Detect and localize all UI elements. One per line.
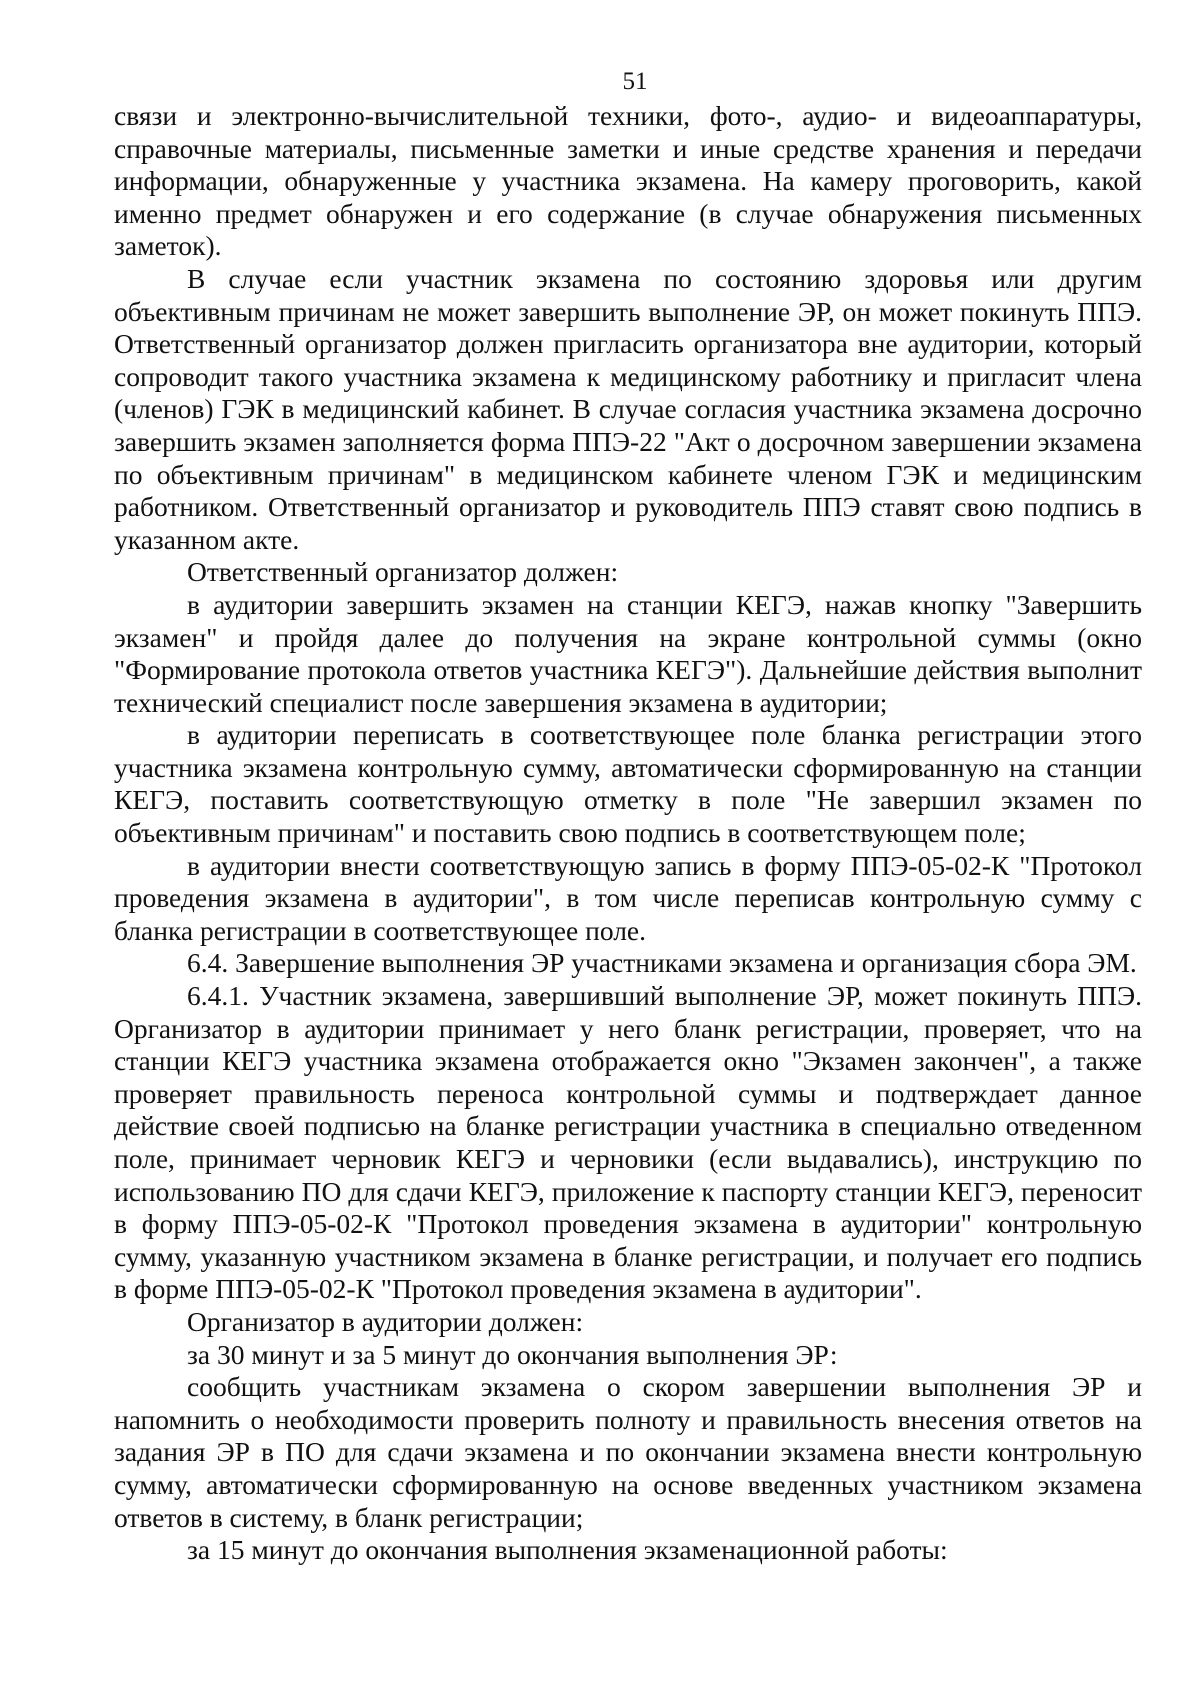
paragraph-protocol-entry: в аудитории внести соответствующую запись в форму ППЭ-05-02-К "Протокол проведения экзамена в аудитории", в том числе переписав контрольную сумму с бланка регистрации в соответствующее поле. [114, 849, 1142, 946]
paragraph-6-4-1: 6.4.1. Участник экзамена, завершивший выполнение ЭР, может покинуть ППЭ. Организатор в аудитории принимает у него бланк регистрации, проверяет, что на станции КЕГЭ участника экзамена отображается окно "Экзамен закончен", а также проверяет правильность переноса контрольной суммы и подтверждает данное действие своей подписью на бланке регистрации участника в специально отведенном поле, принимает черновик КЕГЭ и черновики (если выдавались), инструкцию по использованию ПО для сдачи КЕГЭ, приложение к паспорту станции КЕГЭ, переносит в форму ППЭ-05-02-К "Протокол проведения экзамена в аудитории" контрольную сумму, указанную участником экзамена в бланке регистрации, и получает его подпись в форме ППЭ-05-02-К "Протокол проведения экзамена в аудитории". [114, 980, 1142, 1305]
paragraph-copy-checksum: в аудитории переписать в соответствующее поле бланка регистрации этого участника экзамена контрольную сумму, автоматически сформированную на станции КЕГЭ, поставить соответствующую отметку в поле "Не завершил экзамен по объективным причинам" и поставить свою подпись в соответствующем поле; [114, 719, 1142, 849]
paragraph-early-finish-health: В случае если участник экзамена по состоянию здоровья или другим объективным причинам не может завершить выполнение ЭР, он может покинуть ППЭ. Ответственный организатор должен пригласить организатора вне аудитории, который сопроводит такого участника экзамена к медицинскому работнику и пригласит члена (членов) ГЭК в медицинский кабинет. В случае согласия участника экзамена досрочно завершить экзамен заполняется форма ППЭ-22 "Акт о досрочном завершении экзамена по объективным причинам" в медицинском кабинете членом ГЭК и медицинским работником. Ответственный организатор и руководитель ППЭ ставят свою подпись в указанном акте. [114, 262, 1142, 555]
paragraph-organizer-duties: Организатор в аудитории должен: [187, 1305, 584, 1337]
paragraph-finish-exam-station: в аудитории завершить экзамен на станции КЕГЭ, нажав кнопку "Завершить экзамен" и пройдя далее до получения на экране контрольной суммы (окно "Формирование протокола ответов участника КЕГЭ"). Дальнейшие действия выполнит технический специалист после завершения экзамена в аудитории; [114, 588, 1142, 718]
paragraph-15-minutes: за 15 минут до окончания выполнения экзаменационной работы: [187, 1534, 948, 1566]
page-number: 51 [622, 68, 648, 95]
paragraph-notify-participants: сообщить участникам экзамена о скором завершении выполнения ЭР и напомнить о необходимости проверить полноту и правильность внесения ответов на задания ЭР в ПО для сдачи экзамена и по окончании экзамена внести контрольную сумму, автоматически сформированную на основе введенных участником экзамена ответов в систему, в бланк регистрации; [114, 1371, 1142, 1533]
paragraph-responsible-organizer-duties: Ответственный организатор должен: [187, 556, 619, 588]
paragraph-30-5-minutes: за 30 минут и за 5 минут до окончания выполнения ЭР: [187, 1338, 838, 1370]
document-body [114, 100, 1142, 1567]
paragraph-continuation: связи и электронно-вычислительной техники, фото-, аудио- и видеоаппаратуры, справочные материалы, письменные заметки и иные средстве хранения и передачи информации, обнаруженные у участника экзамена. На камеру проговорить, какой именно предмет обнаружен и его содержание (в случае обнаружения письменных заметок). [114, 100, 1142, 262]
section-heading-6-4: 6.4. Завершение выполнения ЭР участниками экзамена и организация сбора ЭМ. [187, 947, 1137, 979]
